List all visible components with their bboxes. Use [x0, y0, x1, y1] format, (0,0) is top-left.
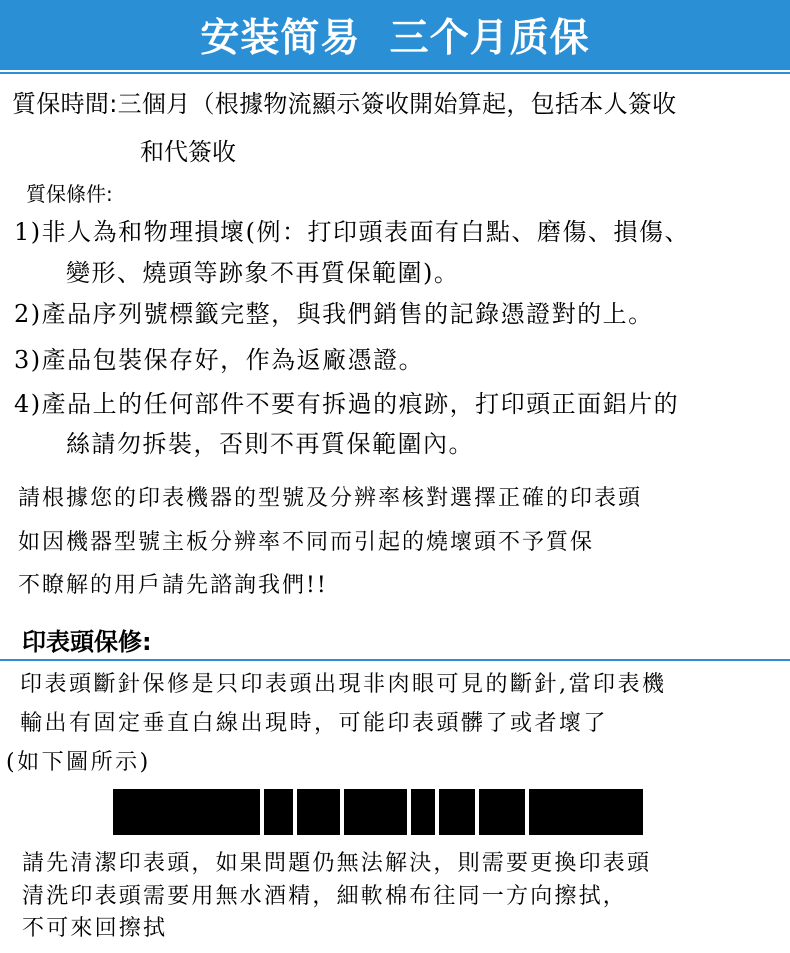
condition-item-1-cont: 變形、燒頭等跡象不再質保範圍)。	[66, 259, 460, 287]
cleaning-line-1: 請先清潔印表頭，如果問題仍無法解決，則需要更換印表頭	[22, 851, 652, 876]
header-banner	[0, 0, 790, 70]
cleaning-line-2: 清洗印表頭需要用無水酒精，細軟棉布往同一方向擦拭，	[22, 884, 628, 909]
white-line-gap	[435, 789, 439, 835]
white-line-gap	[525, 789, 529, 835]
repair-divider	[0, 659, 790, 661]
notice-line-3: 不瞭解的用戶請先諮詢我們!!	[18, 573, 328, 598]
notice-line-2: 如因機器型號主板分辨率不同而引起的燒壞頭不予質保	[18, 530, 595, 555]
condition-item-4: 4)產品上的任何部件不要有拆過的痕跡，打印頭正面鋁片的	[14, 390, 680, 418]
condition-item-1: 1)非人為和物理損壞(例：打印頭表面有白點、磨傷、損傷、	[14, 218, 690, 246]
white-line-print-sample	[113, 789, 643, 835]
warranty-period-text: 質保時間:三個月（根據物流顯示簽收開始算起，包括本人簽收	[12, 90, 677, 118]
warranty-period-text-cont: 和代簽收	[140, 138, 236, 166]
banner-title: 安装简易 三个月质保	[200, 16, 590, 61]
repair-line-1: 印表頭斷針保修是只印表頭出現非肉眼可見的斷針,當印表機	[20, 672, 667, 697]
white-line-gap	[293, 789, 297, 835]
white-line-gap	[260, 789, 264, 835]
condition-item-4-cont: 絲請勿拆裝，否則不再質保範圍內。	[66, 430, 474, 458]
condition-item-2: 2)產品序列號標籤完整，與我們銷售的記錄憑證對的上。	[14, 300, 654, 328]
repair-line-3: (如下圖所示)	[6, 750, 151, 775]
white-line-gap	[340, 789, 344, 835]
repair-title: 印表頭保修:	[22, 628, 152, 656]
repair-line-2: 輸出有固定垂直白線出現時，可能印表頭髒了或者壞了	[20, 711, 609, 736]
white-line-gap	[475, 789, 479, 835]
cleaning-line-3: 不可來回擦拭	[22, 916, 168, 941]
condition-item-3: 3)產品包裝保存好，作為返廠憑證。	[14, 346, 425, 374]
header-divider	[0, 72, 790, 74]
warranty-conditions-title: 質保條件:	[26, 182, 113, 206]
white-line-gap	[407, 789, 411, 835]
notice-line-1: 請根據您的印表機器的型號及分辨率核對選擇正確的印表頭	[18, 486, 643, 511]
